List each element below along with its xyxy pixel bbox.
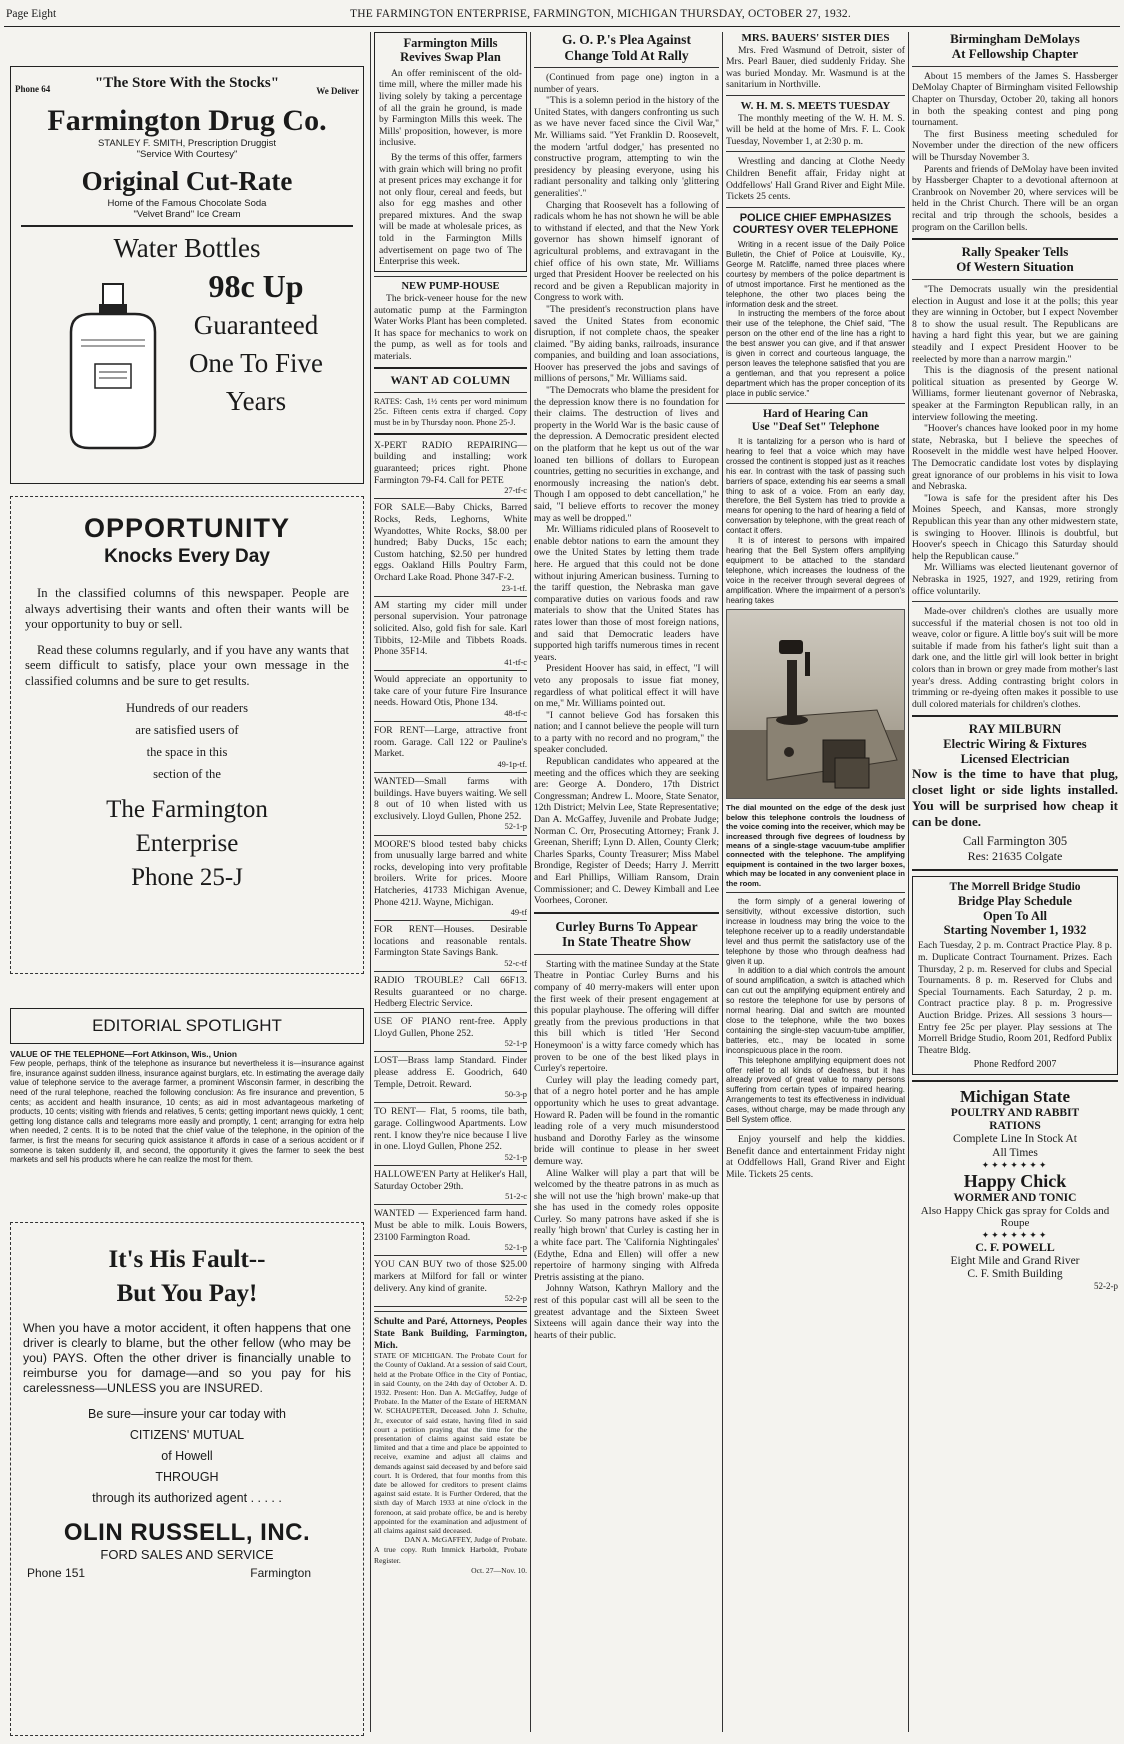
want-ad-rates: RATES: Cash, 1½ cents per word minimum 25c. Fifteen cents extra if charged. Copy must be in by Thursday noon. Phone 25-J. xyxy=(374,397,527,427)
drug-ice-cream: "Velvet Brand" Ice Cream xyxy=(133,209,241,220)
editorial-text: Few people, perhaps, think of the telephone as insurance but nevertheless it is—insurance against fire, insurance against sudden illness, insurance against burglars, etc. In estimating the average daily value of telephone service to the average farmer, a prominent Wisconsin farmer, in describing the need of the rural telephone, reached the following conclusion: As fire insurance and prevention, 5 cents; as accident and health insurance, 10 cents; as aid in most advantageous marketing of products, 10 cents; visiting with friends and relatives, 5 cents; getting important news quickly, 1 cent; getting long distance calls and telegrams more easily and promptly, 1 cent; arranging for extra help when needed, 2 cents. It is to be noted that the chief value of the telephone, in the opinion of the farmer, is first the means for securing quick assistance it affords in case of a serious accident or if someone is taken suddenly ill, and second, the opportunity it gives the farmer to seek the best markets and sell his products where he can realize the most for them. xyxy=(10,1059,364,1165)
police-para-1: Writing in a recent issue of the Daily Police Bulletin, the Chief of Police at Louisville, Ky., George M. Ratcliffe, named three places where courtesy by members of the police department is of utmost importance. First he mentioned as the telephone, the other two places being the information desk and the street. xyxy=(726,240,905,309)
gop-para-2: "This is a solemn period in the history of the United States, with dangers confronting us such as we have never faced since the Civil War," Mr. Williams said. "Yet Franklin D. Roosevelt, the modern 'artful dodger,' has presented no constructive program, attempting to win the presidency by pleasing everyone, using his radiant personality and talking only 'glittering generalities'." xyxy=(534,95,719,199)
column-2 xyxy=(374,32,527,1576)
hearing-para-2: It is of interest to persons with impaired hearing that the Bell System offers amplifying equipment to be attached to the standard telephone, which increases the loudness of the voice in the receiver through several degrees of amplification. Where the impairment of a person's hearing takes xyxy=(726,536,905,605)
want-ad-item xyxy=(374,502,527,596)
police-headline-2: COURTESY OVER TELEPHONE xyxy=(732,224,899,237)
want-ad-text: TO RENT— Flat, 5 rooms, tile bath, garage. Collingwood Apartments. Low rent. I know they're nice because I live in one. Lloyd Gullen, Phone 252. xyxy=(374,1106,527,1153)
opportunity-line-2: are satisfied users of xyxy=(135,723,239,737)
want-ad-item xyxy=(374,839,527,922)
drug-service: "Service With Courtesy" xyxy=(136,149,238,160)
editorial-title: EDITORIAL SPOTLIGHT xyxy=(10,1008,364,1044)
opportunity-subhead: Knocks Every Day xyxy=(104,546,270,567)
want-ad-item xyxy=(374,1055,527,1103)
column-rule xyxy=(370,32,371,1732)
want-ad-text: FOR RENT—Large, attractive front room. Garage. Call 122 or Pauline's Market. xyxy=(374,724,527,760)
opportunity-line-1: Hundreds of our readers xyxy=(125,701,249,715)
want-ad-text: FOR SALE—Baby Chicks, Barred Rocks, Reds, Leghorns, White Wyandottes, White Rocks, $8.00 per hundred; Baby Ducks, 15c each; Custom hatching, $2.50 per hundred eggs. Oakland Hills Poultry Farm, Orchard Lake Road. Phone 347-F-2. xyxy=(374,502,527,584)
drug-deliver: We Deliver xyxy=(316,86,359,96)
bridge-body: Each Tuesday, 2 p. m. Contract Practice Play. 8 p. m. Duplicate Contract Tournament. Prizes. Each Thursday, 2 p. m. Reserved for clubs and Special Tournaments. 8 p. m. Reserved for Clubs and Special Tournaments. Each Saturday, 2 p. m. Contract practice play. 8 p. m. Progressive Auction Bridge. Prizes. All sessions 3 hours—Entry fee 25c per player. Play sessions at The Morrell Bridge Studio, Room 201, Redford Publix Theatre Bldg. xyxy=(918,940,1113,1056)
hearing-para-3: the form simply of a general lowering of sensitivity, without excessive distortion, such increase in loudness may bring the voice to the telephone receiver up to a readily understandable level and thus permit the satisfactory use of the telephone by those who through deafness had given it up. xyxy=(726,897,905,966)
opportunity-headline: OPPORTUNITY xyxy=(83,513,290,543)
editorial-subtitle: VALUE OF THE TELEPHONE—Fort Atkinson, Wis., Union xyxy=(10,1049,237,1059)
editorial-spotlight xyxy=(10,1008,364,1165)
demolay-para-1: About 15 members of the James S. Hassberger DeMolay Chapter of Birmingham visited Fellowship Chapter on Thursday, October 20, taking all honors in both the speaking contest and ping pong tournament. xyxy=(912,70,1118,129)
opportunity-ad xyxy=(10,496,364,974)
drug-store-name: Farmington Drug Co. xyxy=(47,104,327,137)
curley-para-3: Aline Walker will play a part that will be welcomed by the theatre patrons in as much as she will not use the 'high brown' make-up that she has used in the comedy roles opposite Curley. So many patrons have asked if she is really 'high brown' that Curley is casting her in a white face part. The 'California Nightingales' (Edythe, Edna and Ellen) will offer a new repertoire of harmony singing with Alfreda Pretris assisting at the piano. xyxy=(534,1167,719,1283)
want-ad-code: 51-2-c xyxy=(505,1192,527,1202)
fault-line-2: CITIZENS' MUTUAL xyxy=(129,1428,245,1442)
want-ad-text: WANTED—Small farms with buildings. Have buyers waiting. We sell 8 out of 10 when listed with us exclusively. Lloyd Gullen, Phone 252. xyxy=(374,775,527,822)
rally-para-1: "The Democrats usually win the presidential election in August and lose it at the polls; this year they are winning in October, but I expect November 8 to show the usual result. The Republicans are having a hard fight this year, but we are gaining steadily and I expect President Hoover to be reelected by more than a narrow margin." xyxy=(912,284,1118,365)
want-ad-text: Would appreciate an opportunity to take care of your future Fire Insurance needs. Howard Otis, Phone 134. xyxy=(374,673,527,709)
rally-para-2: This is the diagnosis of the present national political situation as presented by George W. Williams, former lieutenant governor of Nebraska, speaker at the Farmington Republican rally, in an interview following the meeting. xyxy=(912,365,1118,423)
drug-guarantee-1: Guaranteed xyxy=(193,310,319,340)
pumphouse-text: The brick-veneer house for the new automatic pump at the Farmington Water Works Plant has been completed. It has space for mechanics to work on the pump, as well as for tools and materials. xyxy=(374,292,527,362)
gop-para-3: Charging that Roosevelt has a following of radicals whom he has not shown he will be able to withstand if elected, and that the New York governor has shown himself ignorant of agricultural problems, and extravagant in the chief office of his own state, Mr. Williams urged that President Hoover be reelected on his record and be given a Republican majority in Congress to work with. xyxy=(534,199,719,304)
want-ad-code: 52-1-p xyxy=(504,822,527,832)
column-4 xyxy=(726,32,905,1180)
want-ad-text: X-PERT RADIO REPAIRING—building and installing; work guaranteed; prices right. Phone Farmington 79-F4. Call for PETE xyxy=(374,439,527,486)
want-ad-item xyxy=(374,924,527,972)
drug-slogan: "The Store With the Stocks" xyxy=(94,75,280,91)
milburn-name: RAY MILBURN xyxy=(968,721,1062,737)
benefit-dance-text: Enjoy yourself and help the kiddies. Benefit dance and entertainment Friday night at Oddfellows Hall, Grand River and Eight Mile. Tickets 25 cents. xyxy=(726,1133,905,1180)
ms-spray: Also Happy Chick gas spray for Colds and Roupe xyxy=(920,1204,1110,1230)
want-ad-code: 49-1p-tf. xyxy=(497,759,527,769)
drug-price: 98c Up xyxy=(208,268,304,304)
curley-headline-1: Curley Burns To Appear xyxy=(555,918,698,934)
bauers-text: Mrs. Fred Wasmund of Detroit, sister of Mrs. Pearl Bauer, died suddenly Friday. She was buried Monday. Mr. Wasmund is at the sanitarium in Northville. xyxy=(726,44,905,91)
gop-para-4: "The president's reconstruction plans have saved the United States from economic disruption, if not complete chaos, the speaker claimed. "By aiding banks, railroads, insurance companies, and building and loan associations, Hoover has preserved the jobs and savings of millions of persons," Mr. Williams said. xyxy=(534,303,719,385)
want-ad-text: RADIO TROUBLE? Call 66F13. Results guaranteed or no charge. Hedberg Electric Service. xyxy=(374,975,527,1010)
ms-addr: Eight Mile and Grand River xyxy=(950,1254,1080,1267)
milburn-line-1: Electric Wiring & Fixtures xyxy=(943,737,1087,752)
fault-service: FORD SALES AND SERVICE xyxy=(100,1547,274,1562)
column-rule xyxy=(722,32,723,1732)
whms-headline: W. H. M. S. MEETS TUESDAY xyxy=(740,100,891,113)
want-ad-code: 48-tf-c xyxy=(504,708,527,718)
drug-product: Water Bottles xyxy=(113,233,261,263)
mills-headline-2: Revives Swap Plan xyxy=(400,50,501,65)
fault-line-1: Be sure—insure your car today with xyxy=(87,1407,286,1421)
want-ad-item xyxy=(374,725,527,773)
mills-story xyxy=(374,32,527,272)
bridge-phone: Phone Redford 2007 xyxy=(973,1059,1057,1071)
bauers-headline: MRS. BAUERS' SISTER DIES xyxy=(741,32,890,44)
fault-line-4: THROUGH xyxy=(155,1470,219,1484)
want-ad-list xyxy=(374,440,527,1308)
fault-phone: Phone 151 xyxy=(27,1566,86,1580)
fault-town: Farmington xyxy=(250,1566,311,1580)
opportunity-paper-2: Enterprise xyxy=(135,830,239,857)
want-ad-code: 52-1-p xyxy=(504,1243,527,1253)
gop-para-1: (Continued from page one) ington in a number of years. xyxy=(534,72,719,95)
want-ad-item xyxy=(374,1169,527,1205)
wrestling-text: Wrestling and dancing at Clothe Needy Children Benefit affair, Friday night at Oddfellows' Hall Grand River and Eight Mile. Tickets 25 cents. xyxy=(726,156,905,203)
demolay-headline-1: Birmingham DeMolays xyxy=(950,32,1080,46)
hearing-para-5: This telephone amplifying equipment does not offer relief to all kinds of deafness, but it has already proved of great value to many persons suffering from certain types of impaired hearing. Arrangements to test its effectiveness in individual cases, without charge, may be made through any Bell System office. xyxy=(726,1055,905,1125)
legal-copy: A true copy. Ruth Immick Harboldt, Probate Register. xyxy=(374,1545,527,1565)
opportunity-paper-1: The Farmington xyxy=(106,796,268,823)
gop-para-8: "I cannot believe God has forsaken this nation; and I cannot believe the people will turn to a party with no record and no program," the speaker concluded. xyxy=(534,709,719,756)
hearing-para-1: It is tantalizing for a person who is hard of hearing to feel that a voice which may have crossed the continent is stopped just as it reaches his ear. In contrast with the task of passing such barriers of space, extending his ear seems a small thing to ask of a voice. From an early day, therefore, the Bell System has tried to provide a means for opening to the hard of hearing a field of conversation by telephone, with the great reach of contact it offers. xyxy=(726,437,905,536)
want-ad-code: 52-2-p xyxy=(504,1294,527,1304)
curley-para-4: Johnny Watson, Kathryn Mallory and the rest of this popular cast will all be seen to the greatest advantage and the Sixteen Sweet Sixteens will again dance their way into the hearts of their public. xyxy=(534,1283,719,1341)
mills-para-2: By the terms of this offer, farmers with grain which will bring no profit at present prices may exchange it for not only flour, cereal and feeds, but also for egg mashes and other prepared mixtures. And the swap will be made at wholesale prices, as told in the Farmington Mills advertisement on page two of The Enterprise this week. xyxy=(379,151,522,268)
want-ad-text: WANTED — Experienced farm hand. Must be able to milk. Louis Bowers, 23100 Farmington Road. xyxy=(374,1208,527,1243)
opportunity-line-3: the space in this xyxy=(146,745,228,759)
curley-headline-2: In State Theatre Show xyxy=(562,934,691,950)
want-ad-code: 52-1-p xyxy=(504,1152,527,1162)
milburn-ad xyxy=(912,722,1118,864)
bridge-line-4: Starting November 1, 1932 xyxy=(943,923,1087,938)
want-ad-text: LOST—Brass lamp Standard. Finder please address E. Goodrich, 640 Temple, Detroit. Reward. xyxy=(374,1055,527,1090)
column-rule xyxy=(908,32,909,1732)
ms-bldg: C. F. Smith Building xyxy=(967,1268,1063,1281)
want-ad-item xyxy=(374,600,527,671)
hearing-para-4: In addition to a dial which controls the amount of sound amplification, a switch is attached which can cut out the amplifying equipment entirely and so restore the telephone for use by persons of normal hearing. Dial and switch are mounted close to the telephone, while the two boxes containing the single-step vacuum-tube amplifier, batteries, etc., may be located in some inconspicuous place in the room. xyxy=(726,966,905,1055)
want-ad-code: 49-tf xyxy=(510,908,527,918)
want-ad-item xyxy=(374,1016,527,1052)
curley-para-1: Starting with the matinee Sunday at the State Theatre in Pontiac Curley Burns and his company of 40 merry-makers will enter upon the first week of their present engagement at this popular playhouse. The offering will differ greatly from the previous productions in that this bill which is titled 'Her Second Honeymoon' is a witty farce comedy which has proven to be one of the best liked plays in Curley's repertoire. xyxy=(534,958,719,1075)
rally-para-4: "Iowa is safe for the president after his Des Moines Speech, and Kansas, more strongly Republican this year than any other midwestern state, is swinging to Hoover. Illinois is doubtful, but Hoover's speech in Chicago this Saturday should help the Republican cause." xyxy=(912,492,1118,562)
legal-head: Schulte and Paré, Attorneys, Peoples State Bank Building, Farmington, Mich. xyxy=(374,1316,527,1351)
ms-line-4: Complete Line In Stock At xyxy=(953,1133,1077,1146)
milburn-res: Res: 21635 Colgate xyxy=(967,849,1063,864)
want-ad-item xyxy=(374,440,527,500)
want-ad-item xyxy=(374,1106,527,1166)
ms-chick: Happy Chick xyxy=(963,1170,1067,1191)
want-ad-item xyxy=(374,1259,527,1307)
rally-para-5: Mr. Williams was elected lieutenant governor of Nebraska in 1925, 1927, and 1929, retiring from office voluntarily. xyxy=(912,562,1118,597)
milburn-body: Now is the time to have that plug, closet light or side lights installed. You will be surprised how cheap it can be done. xyxy=(912,766,1118,830)
ms-line-3: RATIONS xyxy=(989,1120,1041,1133)
legal-text: STATE OF MICHIGAN. The Probate Court for the County of Oakland. At a session of said Court, held at the Probate Office in the City of Pontiac, in said County, on the 24th day of October A. D. 1932. Present: Hon. Dan A. McGaffey, Judge of Probate. In the Matter of the Estate of HERMAN W. SCHAUPETER, Deceased. John J. Schulte, Jr., executor of said estate, having filed in said court a petition praying that the time for the presentation of claims against said estate be limited and that a time and place be appointed to receive, examine and adjust all claims and demands against said deceased by and before said court. It is Ordered, that four months from this date be allowed for creditors to present claims against said estate. It is Further Ordered, that the sixth day of March 1933 at nine o'clock in the forenoon, at said probate office, be and is hereby appointed for the examination and adjustment of all claims against said deceased. xyxy=(374,1351,527,1536)
want-ad-item xyxy=(374,776,527,836)
ms-wormer: WORMER AND TONIC xyxy=(953,1191,1077,1204)
want-ad-title: WANT AD COLUMN xyxy=(390,373,511,388)
police-headline-1: POLICE CHIEF EMPHASIZES xyxy=(739,211,892,224)
want-ad-code: 52-c-tf xyxy=(504,959,527,969)
opportunity-paper-phone: Phone 25-J xyxy=(131,864,243,891)
michigan-state-ad: Michigan State POULTRY AND RABBIT RATIONS Complete Line In Stock At All Times ✦✦✦✦✦✦✦ Happy Chick WORMER AND TONIC Also Happy Chick gas spray for Colds and Roupe ✦✦✦✦✦✦✦ C. F. POWELL Eight Mile and Grand River C. F. Smith Building 52-2-p xyxy=(912,1087,1118,1291)
police-para-2: In instructing the members of the force about their use of the telephone, the Chief said, "The person on the other end of the line has a right to the best answer you can give, and if that answer is given in correct and courteous language, the person leaves the telephone satisfied that you are a gentleman, and that you represent a police department which has the proper conception of its place in public service." xyxy=(726,309,905,398)
bridge-line-2: Bridge Play Schedule xyxy=(958,894,1072,909)
want-ad-code: 27-tf-c xyxy=(504,486,527,496)
column-rule xyxy=(530,32,531,1732)
opportunity-para-1: In the classified columns of this newspaper. People are always advertising their wants and often their wants will be your opportunity to buy or sell. xyxy=(25,586,349,631)
want-ad-text: YOU CAN BUY two of those $25.00 markers at Milford for fall or winter delivery. Any kind of granite. xyxy=(374,1259,527,1294)
drug-store-ad xyxy=(10,66,364,484)
fault-line-5: through its authorized agent . . . . . xyxy=(92,1491,282,1505)
want-ad-item xyxy=(374,1208,527,1256)
want-ad-code: 41-tf-c xyxy=(504,657,527,667)
want-ad-item xyxy=(374,674,527,722)
fault-headline-1: It's His Fault-- xyxy=(108,1246,266,1273)
bridge-line-1: The Morrell Bridge Studio xyxy=(949,881,1081,894)
gop-para-9: Republican candidates who appeared at the meeting and the offices which they are seeking are: George A. Dondero, 17th District Congressman; Andrew L. Moore, State Senator, 12th District; Melvin Lee, State Representative; Dan A. McGaffey, Juvenile and Probate Judge; Norman C. Orr, Prosecuting Attorney; Frank J. Greenan, Sheriff; Lynn D. Allen, County Clerk; Charles Sparks, County Treasurer; Miss Mabel Brondige, Register of Deeds; Harry J. Merritt and Earl Phillips, William Ransom, Drain Commissioner; and C. Dewey Kimball and Lee Voorhees, Coroner. xyxy=(534,756,719,907)
gop-para-7: President Hoover has said, in effect, "I will veto any proposals to issue fiat money, regardless of what political effect it will have on me," Mr. Williams pointed out. xyxy=(534,663,719,710)
demolay-para-3: Parents and friends of DeMolay have been invited by Hassberger Chapter to a devotional afternoon at Cranbrook on November 20, where services will be held in the Christ Church. There will be an organ recital and trip through the schools, besides a program on the Carillon bells. xyxy=(912,163,1118,233)
rally-headline-2: Of Western Situation xyxy=(956,259,1074,275)
rally-headline-1: Rally Speaker Tells xyxy=(961,244,1069,260)
gop-para-5: "The Democrats who blame the president for the depression know there is no foundation for their claims. The destruction of lives and property in the World War is the basic cause of the depression. A Democratic president elected on the platform that he kept us out of the war loaned ten billions of dollars to European countries, getting no securities in exchange, and enormously increasing the nation's debt. Though I am opposed to debt cancellation," he said, "I believe efforts to recover the money may as well be dropped." xyxy=(534,385,719,524)
curley-para-2: Curley will play the leading comedy part, that of a negro hotel porter and he has ample opportunity which he uses to great advantage. Howard R. Paden will be found in the romantic leading role of a very much misunderstood husband and Dorothy Farley as the winsome bride will continue to please in her sweet demure way. xyxy=(534,1074,719,1167)
hearing-headline-2: Use "Deaf Set" Telephone xyxy=(751,420,880,433)
legal-sign: DAN A. McGAFFEY, Judge of Probate. xyxy=(404,1535,527,1545)
want-ad-text: USE OF PIANO rent-free. Apply Lloyd Gullen, Phone 252. xyxy=(374,1016,527,1039)
water-bottle-icon xyxy=(61,282,165,452)
want-ad-text: HALLOWE'EN Party at Heliker's Hall, Saturday October 29th. xyxy=(374,1169,527,1192)
masthead-title: THE FARMINGTON ENTERPRISE, FARMINGTON, MICHIGAN THURSDAY, OCTOBER 27, 1932. xyxy=(350,8,851,20)
telephone-desk-icon xyxy=(727,610,905,798)
want-ad-item xyxy=(374,975,527,1013)
milburn-line-2: Licensed Electrician xyxy=(960,751,1070,766)
gop-headline-2: Change Told At Rally xyxy=(564,47,689,63)
masthead xyxy=(4,8,1120,27)
insurance-ad xyxy=(10,1222,364,1736)
drug-cut-rate: Original Cut-Rate xyxy=(81,166,293,196)
ms-name: C. F. POWELL xyxy=(975,1240,1055,1255)
ms-line-2: POULTRY AND RABBIT xyxy=(950,1106,1080,1119)
milburn-call: Call Farmington 305 xyxy=(962,834,1068,849)
demolay-para-2: The first Business meeting scheduled for November under the direction of the new officers will be Thursday November 3. xyxy=(912,128,1118,164)
pumphouse-headline: NEW PUMP-HOUSE xyxy=(401,280,500,292)
fault-company: OLIN RUSSELL, INC. xyxy=(63,1519,311,1546)
drug-guarantee-2: One To Five xyxy=(188,348,324,378)
mills-para-1: An offer reminiscent of the old-time mill, where the miller made his living solely by taking a percentage of all the grain he ground, is made by Farmington Mills this week. The Mills' proposition, however, is more inclusive. xyxy=(379,67,522,149)
demolay-headline-2: At Fellowship Chapter xyxy=(951,45,1079,61)
rally-para-3: "Hoover's chances have looked poor in my home state, Nebraska, but I believe the speeches of Roosevelt in the middle west have helped Hoover. The Democratic candidate lost votes by displaying great ignorance of our problems in his visit to Iowa and Nebraska. xyxy=(912,423,1118,493)
want-ad-code: 23-1-tf. xyxy=(501,583,527,593)
legal-date: Oct. 27—Nov. 10. xyxy=(471,1565,527,1575)
want-ad-code: 50-3-p xyxy=(504,1090,527,1100)
opportunity-para-2: Read these columns regularly, and if you have any wants that seem difficult to satisfy, place your own message in the classified columns and be sure to get results. xyxy=(25,642,349,688)
drug-guarantee-3: Years xyxy=(225,386,287,416)
whms-text: The monthly meeting of the W. H. M. S. will be held at the home of Mrs. F. L. Cook Tuesday, November 1, at 2:30 p. m. xyxy=(726,112,905,147)
hearing-headline-1: Hard of Hearing Can xyxy=(762,407,869,420)
fault-headline-2: But You Pay! xyxy=(116,1280,258,1307)
gop-headline-1: G. O. P.'s Plea Against xyxy=(562,32,691,47)
hearing-caption: The dial mounted on the edge of the desk just below this telephone controls the loudness of the voice coming into the receiver, which may be increased through five degrees of loudness by means of a single-stage vacuum-tube amplifier connected with the telephone. The amplifying equipment is contained in the two larger boxes, which may be located in any convenient place in the room. xyxy=(726,803,905,888)
mills-headline-1: Farmington Mills xyxy=(403,36,498,50)
ms-line-1: Michigan State xyxy=(959,1087,1071,1107)
fault-body: When you have a motor accident, it often happens that one driver is clearly to blame, but the other fellow (who may be you) PAYS. Often the other driver is financially unable to reimburse you for damage—and so you pay for his carelessness—UNLESS you are INSURED. xyxy=(23,1321,351,1395)
bridge-line-3: Open To All xyxy=(983,908,1047,923)
want-ad-text: FOR RENT—Houses. Desirable locations and reasonable rentals. Farmington State Savings Bank. xyxy=(374,924,527,959)
gop-para-6: Mr. Williams ridiculed plans of Roosevelt to enable debtor nations to earn the amount they owe the United States by letting them trade here. He argued that this could not be done without injuring American business. Turning to the tariff question, the Nebraska man gave comparative duties on various foods and raw materials to show that the United States has rates lower than those of most foreign nations, and said that Democratic leaders have supported high tariffs numerous times in recent years. xyxy=(534,524,719,663)
column-3 xyxy=(534,32,719,1341)
bridge-ad xyxy=(912,876,1118,1075)
ms-line-5: All Times xyxy=(992,1146,1038,1159)
drug-owner: STANLEY F. SMITH, Prescription Druggist xyxy=(97,138,277,149)
want-ad-text: AM starting my cider mill under personal supervision. Your patronage solicited. Also, gold fish for sale. Karl Tibbits, 12-Mile and Tibbets Roads. Phone 35F14. xyxy=(374,599,527,658)
clothes-text: Made-over children's clothes are usually more successful if the material chosen is not too old in weave, color or figure. A little boy's suit will be more suitable if made from his father's light suit than a dark one, and the little girl will look better in bright colors than in brown or grey made from mother's last year's dress. Adding contrasting bright colors in trimming or re-dyeing often makes it possible to use dull colored materials for children's clothes. xyxy=(912,606,1118,710)
column-5 xyxy=(912,32,1118,1291)
telephone-photo xyxy=(726,609,905,799)
want-ad-text: MOORE'S blood tested baby chicks from unusually large barred and white rocks, developing into very profitable broilers. Write for prices. Moore Hatcheries, 41733 Michigan Avenue, Phone 421J. Wayne, Michigan. xyxy=(374,838,527,908)
want-ad-code: 52-1-p xyxy=(504,1039,527,1049)
drug-phone: Phone 64 xyxy=(15,84,51,94)
fault-line-3: of Howell xyxy=(161,1449,213,1463)
opportunity-line-4: section of the xyxy=(153,767,221,781)
drug-soda: Home of the Famous Chocolate Soda xyxy=(107,198,267,209)
ms-code: 52-2-p xyxy=(1094,1281,1118,1292)
page-label: Page Eight xyxy=(6,8,57,20)
